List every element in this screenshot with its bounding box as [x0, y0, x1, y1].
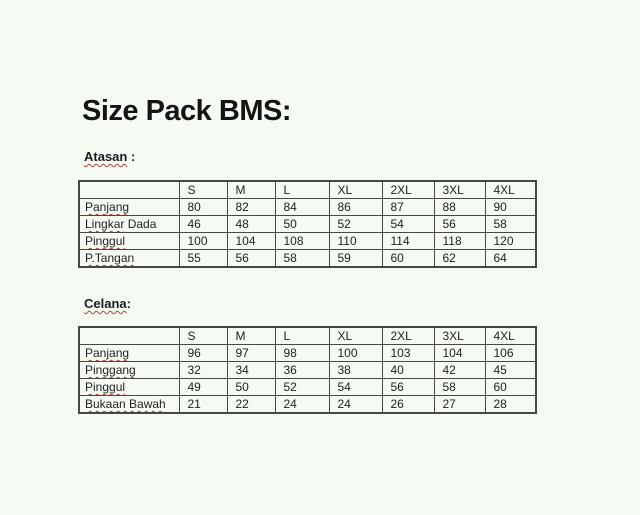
value-cell: 62 [434, 250, 485, 268]
row-label-rest: Dada [124, 217, 157, 231]
value-cell: 103 [382, 345, 434, 362]
size-header-cell: XL [329, 327, 382, 345]
value-cell: 52 [275, 379, 329, 396]
value-cell: 118 [434, 233, 485, 250]
row-label-cell [79, 250, 179, 268]
value-cell: 60 [382, 250, 434, 268]
value-cell: 98 [275, 345, 329, 362]
value-cell: 50 [275, 216, 329, 233]
value-cell: 49 [179, 379, 227, 396]
size-header-cell: M [227, 181, 275, 199]
row-label-misspelled: P.Tangan [85, 251, 135, 265]
size-header-cell: L [275, 181, 329, 199]
row-label-cell [79, 345, 179, 362]
size-header-cell: 2XL [382, 181, 434, 199]
table-row [79, 379, 536, 396]
row-label-misspelled: Lingkar [85, 217, 125, 231]
corner-cell [79, 327, 179, 345]
value-cell: 104 [434, 345, 485, 362]
corner-cell [79, 181, 179, 199]
value-cell: 96 [179, 345, 227, 362]
row-label-cell [79, 362, 179, 379]
value-cell: 88 [434, 199, 485, 216]
heading-colon: : [126, 296, 131, 311]
row-label-misspelled: Panjang [85, 200, 130, 214]
row-label-misspelled: Pinggul [85, 380, 126, 394]
size-header-cell: XL [329, 181, 382, 199]
row-label-cell [79, 199, 179, 216]
table-row [79, 233, 536, 250]
value-cell: 32 [179, 362, 227, 379]
row-label-cell [79, 216, 179, 233]
value-cell: 24 [275, 396, 329, 414]
value-cell: 56 [227, 250, 275, 268]
row-label-cell [79, 233, 179, 250]
value-cell: 58 [275, 250, 329, 268]
value-cell: 22 [227, 396, 275, 414]
value-cell: 56 [382, 379, 434, 396]
size-header-cell: S [179, 181, 227, 199]
row-label-cell [79, 396, 179, 414]
value-cell: 100 [179, 233, 227, 250]
size-header-cell: S [179, 327, 227, 345]
value-cell: 54 [329, 379, 382, 396]
value-cell: 64 [485, 250, 536, 268]
value-cell: 58 [434, 379, 485, 396]
value-cell: 54 [382, 216, 434, 233]
size-header-cell: 2XL [382, 327, 434, 345]
value-cell: 80 [179, 199, 227, 216]
value-cell: 48 [227, 216, 275, 233]
value-cell: 97 [227, 345, 275, 362]
atasan-size-table [78, 180, 537, 268]
table-body [79, 199, 536, 268]
value-cell: 56 [434, 216, 485, 233]
value-cell: 50 [227, 379, 275, 396]
value-cell: 46 [179, 216, 227, 233]
header-row [79, 327, 536, 345]
value-cell: 38 [329, 362, 382, 379]
value-cell: 106 [485, 345, 536, 362]
value-cell: 45 [485, 362, 536, 379]
value-cell: 84 [275, 199, 329, 216]
value-cell: 110 [329, 233, 382, 250]
size-header-cell: 4XL [485, 327, 536, 345]
value-cell: 55 [179, 250, 227, 268]
size-header-cell: 3XL [434, 327, 485, 345]
table-body [79, 345, 536, 414]
table-row [79, 216, 536, 233]
section-heading-atasan [84, 149, 135, 164]
table-row [79, 345, 536, 362]
table-header [79, 181, 536, 199]
value-cell: 100 [329, 345, 382, 362]
row-label-misspelled: Bukaan Bawah [85, 397, 166, 411]
value-cell: 52 [329, 216, 382, 233]
table-row [79, 250, 536, 268]
value-cell: 26 [382, 396, 434, 414]
value-cell: 59 [329, 250, 382, 268]
value-cell: 87 [382, 199, 434, 216]
value-cell: 36 [275, 362, 329, 379]
table-header [79, 327, 536, 345]
heading-word: Celana [84, 296, 127, 311]
heading-word: Atasan [84, 149, 128, 164]
value-cell: 114 [382, 233, 434, 250]
value-cell: 24 [329, 396, 382, 414]
value-cell: 90 [485, 199, 536, 216]
value-cell: 28 [485, 396, 536, 414]
size-header-cell: 4XL [485, 181, 536, 199]
row-label-cell [79, 379, 179, 396]
value-cell: 42 [434, 362, 485, 379]
value-cell: 60 [485, 379, 536, 396]
value-cell: 27 [434, 396, 485, 414]
value-cell: 120 [485, 233, 536, 250]
value-cell: 40 [382, 362, 434, 379]
section-heading-celana [84, 296, 131, 311]
row-label-misspelled: Pinggang [85, 363, 136, 377]
value-cell: 108 [275, 233, 329, 250]
value-cell: 34 [227, 362, 275, 379]
celana-size-table [78, 326, 537, 414]
value-cell: 86 [329, 199, 382, 216]
page-title: Size Pack BMS: [82, 95, 291, 127]
size-header-cell: L [275, 327, 329, 345]
table-row [79, 362, 536, 379]
row-label-misspelled: Panjang [85, 346, 130, 360]
header-row [79, 181, 536, 199]
value-cell: 21 [179, 396, 227, 414]
value-cell: 58 [485, 216, 536, 233]
size-header-cell: M [227, 327, 275, 345]
table-row [79, 199, 536, 216]
size-header-cell: 3XL [434, 181, 485, 199]
table-row [79, 396, 536, 414]
heading-colon: : [127, 149, 136, 164]
value-cell: 82 [227, 199, 275, 216]
row-label-misspelled: Pinggul [85, 234, 126, 248]
value-cell: 104 [227, 233, 275, 250]
